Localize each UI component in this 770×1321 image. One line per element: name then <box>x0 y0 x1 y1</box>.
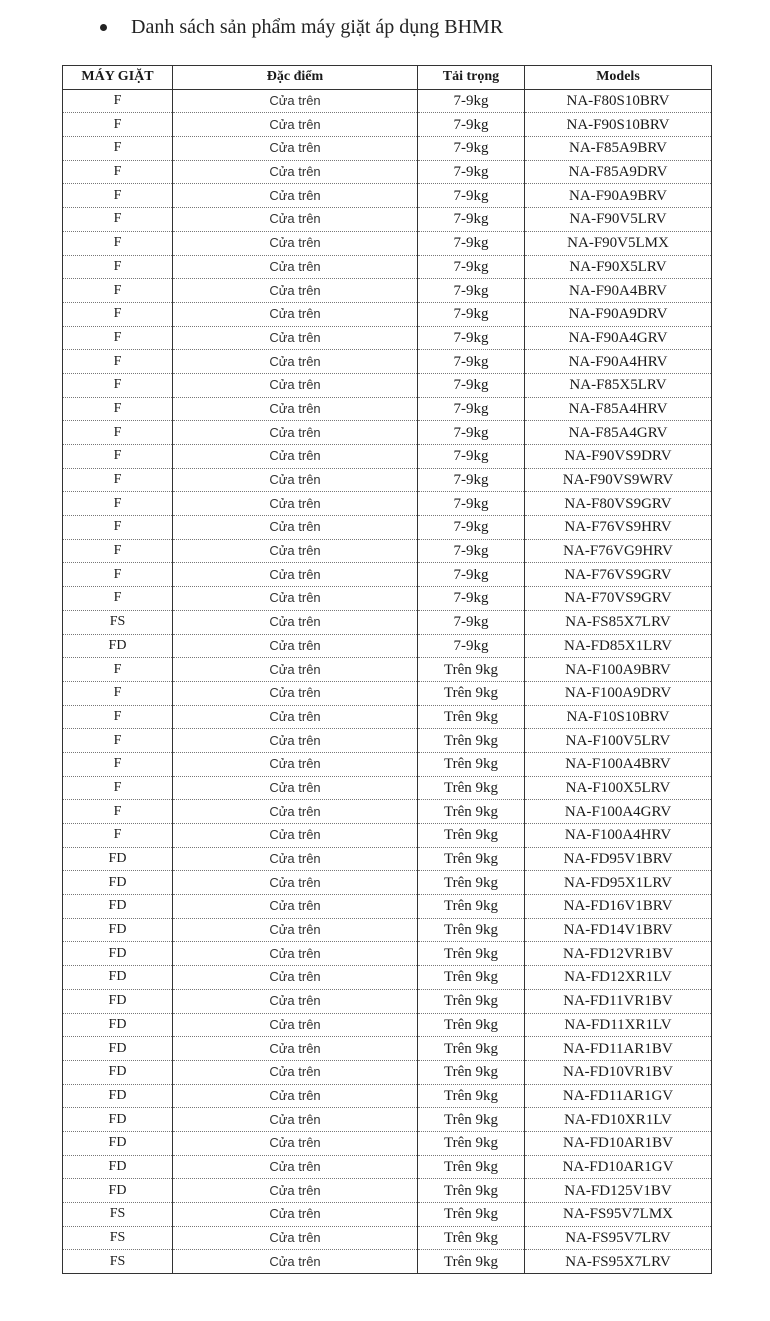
table-header-row <box>63 66 712 90</box>
cell-model: NA-F90A9BRV <box>525 184 712 208</box>
cell-model: NA-FD10AR1GV <box>525 1155 712 1179</box>
table-row <box>63 1250 712 1274</box>
cell-load: 7-9kg <box>418 397 525 421</box>
cell-feature: Cửa trên <box>173 847 418 871</box>
table-row <box>63 1084 712 1108</box>
cell-model: NA-F100A9BRV <box>525 658 712 682</box>
cell-load: 7-9kg <box>418 468 525 492</box>
bullet-icon <box>100 24 107 31</box>
cell-washer-type: F <box>63 350 173 374</box>
cell-feature: Cửa trên <box>173 302 418 326</box>
header-load: Tải trọng <box>418 66 525 90</box>
cell-model: NA-F90S10BRV <box>525 113 712 137</box>
cell-washer-type: F <box>63 729 173 753</box>
cell-washer-type: FS <box>63 1203 173 1227</box>
cell-load: 7-9kg <box>418 326 525 350</box>
cell-washer-type: FS <box>63 610 173 634</box>
table-row <box>63 800 712 824</box>
cell-feature: Cửa trên <box>173 89 418 113</box>
cell-feature: Cửa trên <box>173 1250 418 1274</box>
cell-load: Trên 9kg <box>418 705 525 729</box>
table-row <box>63 1203 712 1227</box>
table-row <box>63 1013 712 1037</box>
cell-load: Trên 9kg <box>418 847 525 871</box>
table-row <box>63 1060 712 1084</box>
cell-washer-type: F <box>63 255 173 279</box>
table-row <box>63 89 712 113</box>
header-washer-type: MÁY GIẶT <box>63 66 173 90</box>
table-row <box>63 397 712 421</box>
cell-load: Trên 9kg <box>418 752 525 776</box>
table-body <box>63 89 712 1273</box>
cell-feature: Cửa trên <box>173 681 418 705</box>
cell-load: 7-9kg <box>418 89 525 113</box>
cell-washer-type: FD <box>63 871 173 895</box>
cell-feature: Cửa trên <box>173 1084 418 1108</box>
cell-washer-type: FD <box>63 1179 173 1203</box>
cell-model: NA-F100A9DRV <box>525 681 712 705</box>
cell-load: Trên 9kg <box>418 895 525 919</box>
cell-feature: Cửa trên <box>173 587 418 611</box>
cell-model: NA-F90V5LRV <box>525 208 712 232</box>
cell-washer-type: FD <box>63 847 173 871</box>
cell-model: NA-FD16V1BRV <box>525 895 712 919</box>
cell-feature: Cửa trên <box>173 895 418 919</box>
cell-washer-type: F <box>63 445 173 469</box>
cell-load: Trên 9kg <box>418 1179 525 1203</box>
cell-feature: Cửa trên <box>173 1060 418 1084</box>
cell-washer-type: F <box>63 279 173 303</box>
cell-washer-type: F <box>63 160 173 184</box>
cell-feature: Cửa trên <box>173 824 418 848</box>
cell-load: Trên 9kg <box>418 1108 525 1132</box>
table-row <box>63 895 712 919</box>
cell-model: NA-FD10XR1LV <box>525 1108 712 1132</box>
cell-feature: Cửa trên <box>173 445 418 469</box>
cell-load: 7-9kg <box>418 160 525 184</box>
cell-model: NA-F90VS9WRV <box>525 468 712 492</box>
cell-model: NA-F76VG9HRV <box>525 539 712 563</box>
cell-load: 7-9kg <box>418 231 525 255</box>
cell-load: Trên 9kg <box>418 776 525 800</box>
table-row <box>63 279 712 303</box>
cell-washer-type: FD <box>63 1013 173 1037</box>
cell-load: Trên 9kg <box>418 1226 525 1250</box>
cell-feature: Cửa trên <box>173 160 418 184</box>
cell-feature: Cửa trên <box>173 1179 418 1203</box>
cell-load: 7-9kg <box>418 587 525 611</box>
list-bullet-heading <box>100 12 503 42</box>
cell-load: Trên 9kg <box>418 1037 525 1061</box>
cell-model: NA-F100A4BRV <box>525 752 712 776</box>
cell-load: 7-9kg <box>418 113 525 137</box>
cell-feature: Cửa trên <box>173 1203 418 1227</box>
table-row <box>63 350 712 374</box>
cell-load: 7-9kg <box>418 563 525 587</box>
cell-washer-type: F <box>63 681 173 705</box>
cell-model: NA-FS95V7LMX <box>525 1203 712 1227</box>
cell-washer-type: F <box>63 539 173 563</box>
cell-feature: Cửa trên <box>173 634 418 658</box>
table-row <box>63 942 712 966</box>
cell-model: NA-FD10AR1BV <box>525 1131 712 1155</box>
table-row <box>63 681 712 705</box>
cell-feature: Cửa trên <box>173 397 418 421</box>
cell-feature: Cửa trên <box>173 989 418 1013</box>
cell-washer-type: F <box>63 587 173 611</box>
cell-load: 7-9kg <box>418 350 525 374</box>
table-row <box>63 421 712 445</box>
cell-feature: Cửa trên <box>173 1013 418 1037</box>
table-row <box>63 966 712 990</box>
cell-load: 7-9kg <box>418 208 525 232</box>
heading-text: Danh sách sản phẩm máy giặt áp dụng BHMR <box>131 15 504 38</box>
header-model: Models <box>525 66 712 90</box>
cell-load: 7-9kg <box>418 373 525 397</box>
table-row <box>63 1155 712 1179</box>
cell-model: NA-F85A4GRV <box>525 421 712 445</box>
cell-washer-type: FD <box>63 1155 173 1179</box>
cell-washer-type: FD <box>63 634 173 658</box>
cell-model: NA-FD85X1LRV <box>525 634 712 658</box>
cell-washer-type: F <box>63 397 173 421</box>
cell-model: NA-F85X5LRV <box>525 373 712 397</box>
cell-washer-type: F <box>63 113 173 137</box>
table-row <box>63 729 712 753</box>
cell-washer-type: F <box>63 658 173 682</box>
cell-load: 7-9kg <box>418 492 525 516</box>
cell-load: Trên 9kg <box>418 989 525 1013</box>
table-row <box>63 492 712 516</box>
table-row <box>63 824 712 848</box>
table-row <box>63 1226 712 1250</box>
cell-feature: Cửa trên <box>173 1226 418 1250</box>
table-row <box>63 137 712 161</box>
cell-washer-type: F <box>63 373 173 397</box>
cell-load: Trên 9kg <box>418 824 525 848</box>
table-row <box>63 184 712 208</box>
cell-washer-type: FD <box>63 1131 173 1155</box>
cell-washer-type: FS <box>63 1250 173 1274</box>
cell-model: NA-F90A4GRV <box>525 326 712 350</box>
cell-washer-type: FD <box>63 942 173 966</box>
cell-washer-type: F <box>63 752 173 776</box>
cell-load: 7-9kg <box>418 302 525 326</box>
cell-model: NA-FD95V1BRV <box>525 847 712 871</box>
cell-washer-type: FS <box>63 1226 173 1250</box>
cell-washer-type: F <box>63 563 173 587</box>
cell-load: Trên 9kg <box>418 729 525 753</box>
cell-model: NA-FD12XR1LV <box>525 966 712 990</box>
cell-model: NA-F90A4BRV <box>525 279 712 303</box>
cell-model: NA-F80S10BRV <box>525 89 712 113</box>
cell-model: NA-FD11VR1BV <box>525 989 712 1013</box>
cell-model: NA-F100V5LRV <box>525 729 712 753</box>
cell-feature: Cửa trên <box>173 350 418 374</box>
cell-feature: Cửa trên <box>173 421 418 445</box>
table-row <box>63 113 712 137</box>
cell-load: Trên 9kg <box>418 1060 525 1084</box>
cell-load: Trên 9kg <box>418 1013 525 1037</box>
table-row <box>63 231 712 255</box>
cell-load: Trên 9kg <box>418 681 525 705</box>
cell-washer-type: F <box>63 800 173 824</box>
cell-model: NA-FS95X7LRV <box>525 1250 712 1274</box>
table-row <box>63 1108 712 1132</box>
cell-feature: Cửa trên <box>173 1131 418 1155</box>
cell-feature: Cửa trên <box>173 208 418 232</box>
cell-model: NA-F70VS9GRV <box>525 587 712 611</box>
table-row <box>63 563 712 587</box>
table-row <box>63 776 712 800</box>
cell-load: 7-9kg <box>418 184 525 208</box>
cell-load: Trên 9kg <box>418 918 525 942</box>
table-row <box>63 658 712 682</box>
cell-load: 7-9kg <box>418 516 525 540</box>
cell-feature: Cửa trên <box>173 966 418 990</box>
cell-feature: Cửa trên <box>173 279 418 303</box>
cell-feature: Cửa trên <box>173 1155 418 1179</box>
cell-washer-type: F <box>63 776 173 800</box>
table-row <box>63 1131 712 1155</box>
cell-feature: Cửa trên <box>173 113 418 137</box>
table-row <box>63 516 712 540</box>
cell-load: 7-9kg <box>418 445 525 469</box>
cell-feature: Cửa trên <box>173 468 418 492</box>
cell-feature: Cửa trên <box>173 137 418 161</box>
cell-model: NA-F76VS9HRV <box>525 516 712 540</box>
cell-washer-type: F <box>63 326 173 350</box>
cell-load: 7-9kg <box>418 539 525 563</box>
table-row <box>63 326 712 350</box>
cell-model: NA-F90X5LRV <box>525 255 712 279</box>
cell-load: 7-9kg <box>418 634 525 658</box>
cell-washer-type: F <box>63 184 173 208</box>
cell-model: NA-F90A4HRV <box>525 350 712 374</box>
cell-model: NA-FS95V7LRV <box>525 1226 712 1250</box>
cell-feature: Cửa trên <box>173 373 418 397</box>
cell-load: Trên 9kg <box>418 658 525 682</box>
cell-feature: Cửa trên <box>173 1037 418 1061</box>
cell-load: Trên 9kg <box>418 966 525 990</box>
cell-washer-type: FD <box>63 895 173 919</box>
cell-feature: Cửa trên <box>173 729 418 753</box>
cell-model: NA-F100A4HRV <box>525 824 712 848</box>
table-row <box>63 539 712 563</box>
table-row <box>63 160 712 184</box>
cell-washer-type: FD <box>63 1108 173 1132</box>
cell-model: NA-FD125V1BV <box>525 1179 712 1203</box>
cell-feature: Cửa trên <box>173 539 418 563</box>
cell-model: NA-F90VS9DRV <box>525 445 712 469</box>
cell-washer-type: FD <box>63 989 173 1013</box>
table-row <box>63 468 712 492</box>
cell-feature: Cửa trên <box>173 705 418 729</box>
cell-washer-type: F <box>63 492 173 516</box>
cell-feature: Cửa trên <box>173 871 418 895</box>
cell-feature: Cửa trên <box>173 752 418 776</box>
cell-feature: Cửa trên <box>173 326 418 350</box>
cell-model: NA-FD14V1BRV <box>525 918 712 942</box>
table-row <box>63 373 712 397</box>
cell-model: NA-F85A9BRV <box>525 137 712 161</box>
cell-feature: Cửa trên <box>173 610 418 634</box>
cell-washer-type: FD <box>63 966 173 990</box>
cell-feature: Cửa trên <box>173 255 418 279</box>
cell-load: Trên 9kg <box>418 1203 525 1227</box>
cell-washer-type: FD <box>63 1060 173 1084</box>
cell-feature: Cửa trên <box>173 231 418 255</box>
cell-model: NA-F90A9DRV <box>525 302 712 326</box>
cell-load: Trên 9kg <box>418 1250 525 1274</box>
cell-washer-type: F <box>63 421 173 445</box>
cell-model: NA-FD95X1LRV <box>525 871 712 895</box>
cell-washer-type: F <box>63 705 173 729</box>
cell-feature: Cửa trên <box>173 918 418 942</box>
cell-load: Trên 9kg <box>418 800 525 824</box>
cell-washer-type: FD <box>63 1037 173 1061</box>
table-row <box>63 587 712 611</box>
cell-washer-type: F <box>63 824 173 848</box>
header-feature: Đặc điểm <box>173 66 418 90</box>
cell-model: NA-FD11AR1BV <box>525 1037 712 1061</box>
cell-model: NA-F85A4HRV <box>525 397 712 421</box>
table-row <box>63 610 712 634</box>
cell-load: Trên 9kg <box>418 871 525 895</box>
cell-model: NA-F80VS9GRV <box>525 492 712 516</box>
cell-washer-type: F <box>63 468 173 492</box>
table-row <box>63 208 712 232</box>
table-row <box>63 752 712 776</box>
cell-washer-type: F <box>63 89 173 113</box>
cell-load: 7-9kg <box>418 279 525 303</box>
cell-washer-type: F <box>63 231 173 255</box>
cell-load: 7-9kg <box>418 255 525 279</box>
table-row <box>63 705 712 729</box>
cell-feature: Cửa trên <box>173 492 418 516</box>
cell-feature: Cửa trên <box>173 658 418 682</box>
cell-washer-type: F <box>63 208 173 232</box>
cell-load: 7-9kg <box>418 421 525 445</box>
cell-load: Trên 9kg <box>418 942 525 966</box>
cell-model: NA-F76VS9GRV <box>525 563 712 587</box>
cell-model: NA-F100A4GRV <box>525 800 712 824</box>
cell-feature: Cửa trên <box>173 800 418 824</box>
cell-model: NA-FD11AR1GV <box>525 1084 712 1108</box>
cell-washer-type: FD <box>63 1084 173 1108</box>
cell-model: NA-FS85X7LRV <box>525 610 712 634</box>
cell-load: Trên 9kg <box>418 1155 525 1179</box>
cell-feature: Cửa trên <box>173 1108 418 1132</box>
cell-model: NA-F85A9DRV <box>525 160 712 184</box>
cell-model: NA-F90V5LMX <box>525 231 712 255</box>
table-row <box>63 1037 712 1061</box>
cell-model: NA-FD10VR1BV <box>525 1060 712 1084</box>
cell-feature: Cửa trên <box>173 942 418 966</box>
cell-washer-type: F <box>63 516 173 540</box>
table-row <box>63 1179 712 1203</box>
cell-load: 7-9kg <box>418 137 525 161</box>
cell-model: NA-F10S10BRV <box>525 705 712 729</box>
table-row <box>63 918 712 942</box>
cell-feature: Cửa trên <box>173 776 418 800</box>
cell-load: Trên 9kg <box>418 1084 525 1108</box>
cell-washer-type: F <box>63 137 173 161</box>
table-row <box>63 871 712 895</box>
cell-washer-type: FD <box>63 918 173 942</box>
cell-feature: Cửa trên <box>173 184 418 208</box>
table-row <box>63 989 712 1013</box>
cell-model: NA-F100X5LRV <box>525 776 712 800</box>
cell-feature: Cửa trên <box>173 516 418 540</box>
product-table <box>62 65 712 1274</box>
cell-model: NA-FD11XR1LV <box>525 1013 712 1037</box>
table-row <box>63 634 712 658</box>
cell-model: NA-FD12VR1BV <box>525 942 712 966</box>
cell-feature: Cửa trên <box>173 563 418 587</box>
cell-load: 7-9kg <box>418 610 525 634</box>
table-row <box>63 445 712 469</box>
table-row <box>63 847 712 871</box>
table-row <box>63 302 712 326</box>
table-row <box>63 255 712 279</box>
cell-washer-type: F <box>63 302 173 326</box>
cell-load: Trên 9kg <box>418 1131 525 1155</box>
